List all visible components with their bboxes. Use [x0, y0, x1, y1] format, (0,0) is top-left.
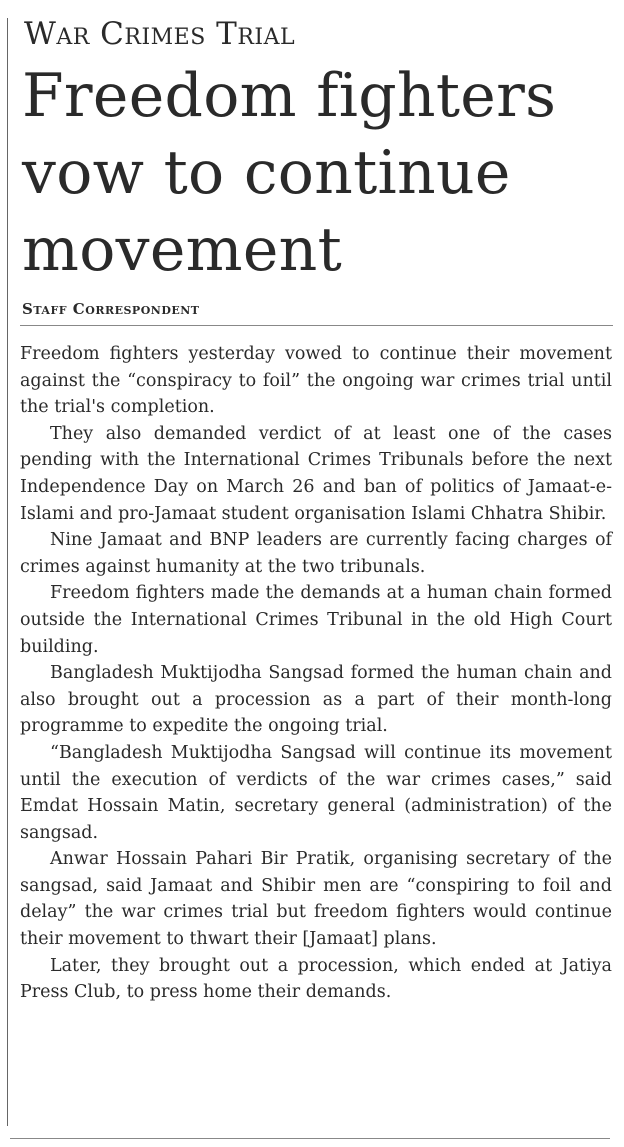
paragraph: Nine Jamaat and BNP leaders are currently facing charges of crimes against humanity at the two tribunals. — [20, 530, 612, 577]
paragraph: Anwar Hossain Pahari Bir Pratik, organising secretary of the sangsad, said Jamaat and Shibir men are “conspiring to foil and delay” the war crimes trial but freedom fighters would continue their movement to thwart their [Jamaat] plans. — [20, 849, 612, 950]
article-body — [20, 341, 612, 1006]
paragraph: Bangladesh Muktijodha Sangsad formed the human chain and also brought out a procession as a part of their month-long programme to expedite the ongoing trial. — [20, 663, 612, 737]
kicker: War Crimes Trial — [24, 16, 296, 52]
byline: Staff Correspondent — [22, 300, 200, 318]
paragraph: Freedom fighters made the demands at a human chain formed outside the International Crimes Tribunal in the old High Court building. — [20, 583, 612, 657]
byline-divider — [20, 325, 613, 326]
paragraph: They also demanded verdict of at least one of the cases pending with the International Crimes Tribunals before the next Independence Day on March 26 and ban of politics of Jamaat-e-Islami and pro-Jamaat student organisation Islami Chhatra Shibir. — [20, 423, 612, 524]
headline: Freedom fighters vow to continue movement — [22, 61, 557, 285]
bottom-divider — [10, 1138, 610, 1139]
paragraph: “Bangladesh Muktijodha Sangsad will continue its movement until the execution of verdicts of the war crimes cases,” said Emdat Hossain Matin, secretary general (administration) of the sangsad. — [20, 742, 612, 843]
column-rule — [7, 18, 8, 1126]
paragraph: Freedom fighters yesterday vowed to continue their movement against the “conspiracy to foil” the ongoing war crimes trial until the trial's completion. — [20, 344, 612, 418]
paragraph: Later, they brought out a procession, which ended at Jatiya Press Club, to press home their demands. — [20, 955, 612, 1003]
